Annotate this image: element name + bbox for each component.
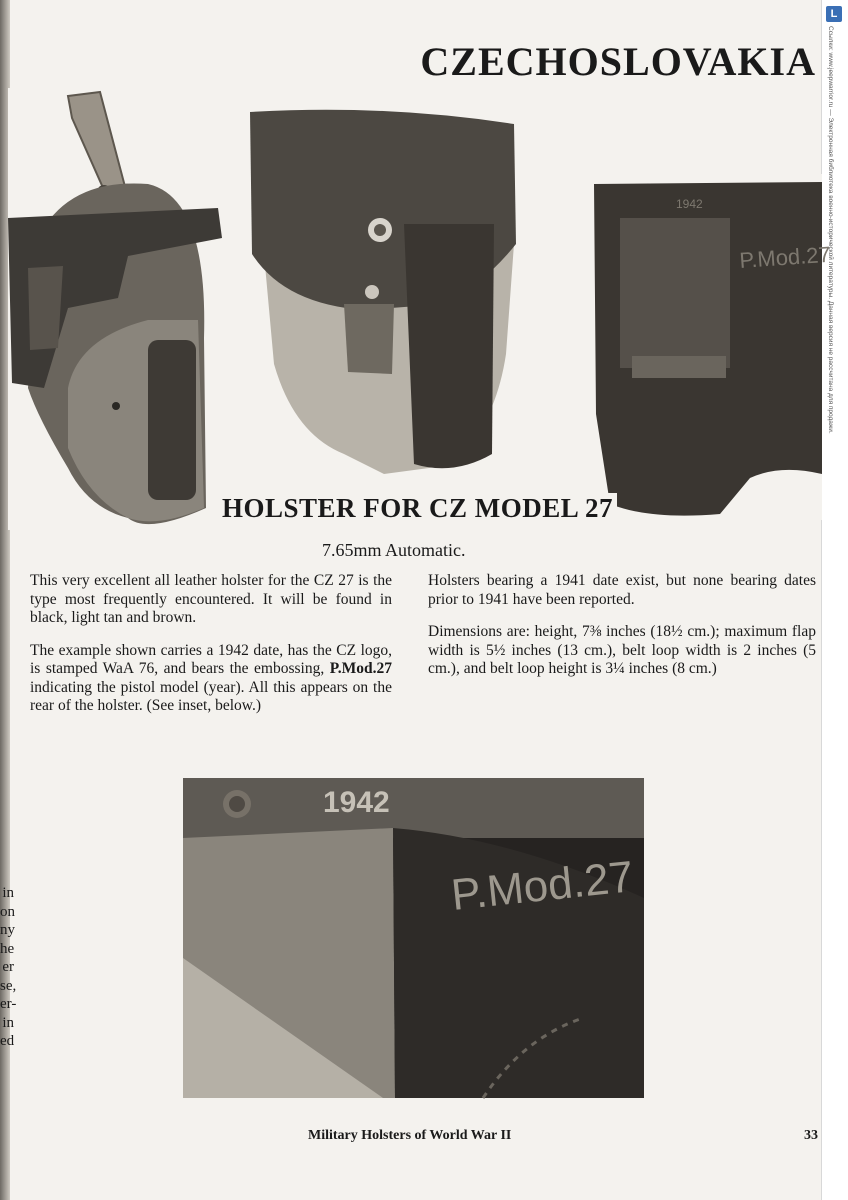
holster-with-pistol-photo [8,88,230,530]
paragraph [30,572,392,628]
paragraph [30,642,392,716]
holster-caption-title: HOLSTER FOR CZ MODEL 27 [218,493,617,524]
fragment: er [2,959,14,975]
inset-year-stamp: 1942 [323,786,390,819]
svg-text:P.Mod.27: P.Mod.27 [738,241,832,273]
inset-model-stamp: P.Mod.27 [448,852,636,920]
fragment: on [0,903,15,920]
paragraph-text: The example shown carries a 1942 date, has the CZ logo, is stamped WaA 76, and bears the embossing, [30,641,392,677]
adjacent-page-fragments [0,884,17,1051]
page-title: CZECHOSLOVAKIA [420,39,816,84]
page-number: 33 [804,1128,818,1143]
book-title: Military Holsters of World War II [308,1128,512,1143]
fragment: in [2,1014,14,1031]
paragraph [428,572,816,609]
paragraph-text: indicating the pistol model (year). All this appears on the rear of the holster. (See inset, below.) [30,678,392,714]
holster-rear-photo [590,174,832,520]
svg-text:1942: 1942 [676,197,703,211]
viewer-logo-icon[interactable]: L [826,6,842,22]
text-column-left [30,572,392,730]
text-column-right [428,572,816,693]
fragment: ny [0,922,15,938]
viewer-sidebar-text: Ссылки: www.jeepwarrior.ru — Электронная библиотека военно-исторической литературы. Данная версия не рассчитана для продажи. [827,26,834,434]
paragraph-text: Dimensions are: height, 7⅜ inches (18½ cm.); maximum flap width is 5½ inches (13 cm.), belt loop width is 2 inches (5 cm.), and belt loop height is 3¼ inches (8 cm.) [428,623,816,677]
fragment: er- [0,996,17,1012]
paragraph-text: Holsters bearing a 1941 date exist, but none bearing dates prior to 1941 have been reported. [428,572,816,608]
model-marking: P.Mod.27 [329,660,392,677]
fragment: in [2,885,14,901]
fragment: he [0,940,15,957]
caliber-line: 7.65mm Automatic. [322,540,466,560]
fragment: ed [0,1033,15,1049]
inset-stamp-photo [183,778,644,1098]
holster-front-photo [244,104,520,476]
paragraph [428,623,816,679]
viewer-sidebar [821,0,848,1200]
paragraph-text: This very excellent all leather holster for the CZ 27 is the type most frequently encountered. It will be found in black, light tan and brown. [30,572,392,626]
fragment: se, [0,977,17,994]
